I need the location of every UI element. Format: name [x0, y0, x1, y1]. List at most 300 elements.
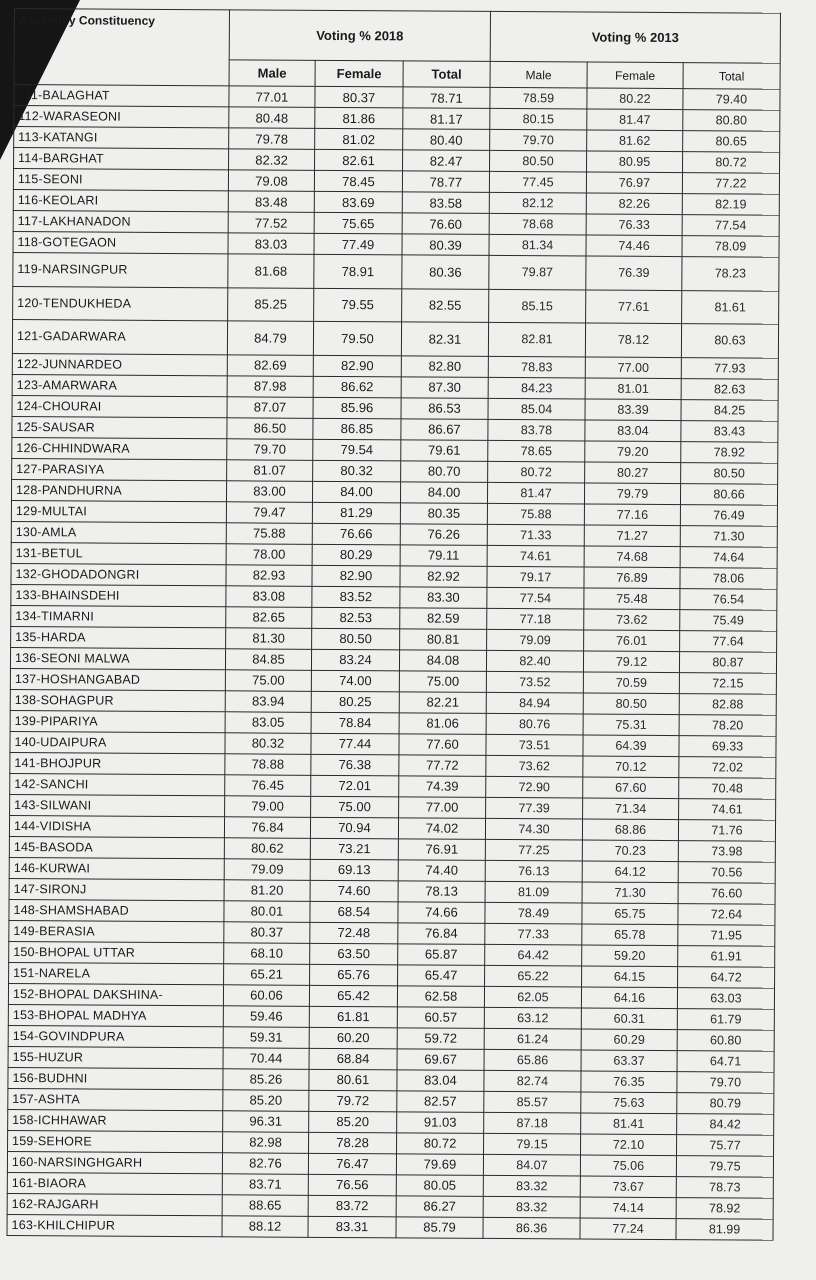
total-2013-cell: 74.64: [680, 546, 777, 568]
female-2018-cell: 80.37: [315, 86, 403, 108]
male-2013-cell: 82.81: [488, 322, 585, 356]
constituency-name-cell: 152-BHOPAL DAKSHINA-: [8, 983, 223, 1005]
total-2013-cell: 73.98: [678, 840, 775, 862]
male-2013-cell: 85.57: [484, 1091, 581, 1113]
female-2013-cell: 65.78: [582, 923, 678, 945]
total-2018-cell: 82.21: [399, 691, 486, 713]
female-2013-cell: 76.35: [581, 1070, 677, 1092]
constituency-name-cell: 149-BERASIA: [9, 920, 224, 942]
male-2018-cell: 84.85: [225, 648, 311, 670]
voting-table-page: [6, 8, 780, 1271]
constituency-name-cell: 117-LAKHANADON: [13, 210, 228, 232]
female-2013-cell: 81.01: [585, 377, 681, 399]
constituency-name-cell: 119-NARSINGPUR: [13, 252, 228, 287]
female-2013-cell: 75.48: [584, 587, 680, 609]
female-2013-cell: 74.14: [580, 1196, 676, 1218]
voting-percentage-table: [7, 8, 781, 1240]
total-2018-cell: 78.71: [403, 87, 490, 109]
female-2018-cell: 79.55: [314, 288, 402, 322]
female-2018-cell: 85.20: [309, 1111, 397, 1133]
constituency-name-cell: 151-NARELA: [9, 962, 224, 984]
male-2013-cell: 85.04: [488, 398, 585, 420]
female-2013-cell: 81.62: [587, 130, 683, 152]
constituency-name-cell: 155-HUZUR: [8, 1046, 223, 1068]
female-2018-cell: 65.76: [310, 964, 398, 986]
table-body: [7, 85, 780, 1240]
female-2013-cell: 80.22: [587, 88, 683, 110]
total-2018-cell: 80.39: [402, 234, 489, 256]
male-2013-cell: 79.17: [487, 566, 584, 588]
total-2018-cell: 85.79: [396, 1216, 483, 1238]
total-2018-cell: 80.35: [400, 502, 487, 524]
female-2018-cell: 76.47: [308, 1153, 396, 1175]
male-2013-cell: 77.25: [485, 839, 582, 861]
female-2018-cell: 83.31: [308, 1216, 396, 1238]
male-2018-cell: 96.31: [223, 1110, 309, 1132]
constituency-name-cell: 133-BHAINSDEHI: [11, 584, 226, 606]
male-2018-cell: 78.88: [225, 753, 311, 775]
total-2013-cell: 80.66: [680, 483, 777, 505]
total-2018-cell: 65.87: [398, 943, 485, 965]
female-2018-cell: 82.90: [313, 355, 401, 377]
total-2013-cell: 75.49: [680, 609, 777, 631]
total-2013-cell: 80.87: [679, 651, 776, 673]
female-2013-header: Female: [587, 62, 683, 89]
male-2013-cell: 73.51: [486, 734, 583, 756]
female-2013-cell: 77.24: [580, 1217, 676, 1239]
male-2018-cell: 77.01: [229, 86, 315, 108]
total-2018-cell: 77.00: [399, 796, 486, 818]
constituency-name-cell: 154-GOVINDPURA: [8, 1025, 223, 1047]
female-2018-cell: 81.29: [312, 502, 400, 524]
total-2013-cell: 78.23: [682, 257, 779, 291]
total-2013-cell: 71.30: [680, 525, 777, 547]
male-2013-cell: 77.39: [486, 797, 583, 819]
female-2018-cell: 68.84: [309, 1048, 397, 1070]
total-2013-cell: 64.71: [677, 1050, 774, 1072]
female-2018-cell: 79.50: [313, 321, 401, 355]
total-2018-cell: 86.67: [401, 418, 488, 440]
male-2013-cell: 78.59: [490, 87, 587, 109]
male-2013-cell: 71.33: [487, 524, 584, 546]
total-2013-cell: 80.65: [683, 131, 780, 153]
female-2018-cell: 75.65: [314, 212, 402, 234]
total-2013-cell: 78.06: [680, 567, 777, 589]
constituency-name-cell: 163-KHILCHIPUR: [7, 1214, 222, 1236]
male-2018-cell: 83.94: [225, 690, 311, 712]
male-2013-cell: 80.15: [490, 108, 587, 130]
total-2018-cell: 80.36: [402, 255, 489, 289]
female-2013-cell: 64.15: [582, 965, 678, 987]
male-2013-cell: 82.12: [489, 192, 586, 214]
female-2018-cell: 72.01: [311, 775, 399, 797]
constituency-name-cell: 126-CHHINDWARA: [12, 437, 227, 459]
total-2018-cell: 74.66: [398, 901, 485, 923]
total-2018-cell: 76.91: [398, 838, 485, 860]
male-2018-cell: 80.01: [224, 900, 310, 922]
total-2013-cell: 78.92: [676, 1197, 773, 1219]
total-2018-cell: 77.72: [399, 754, 486, 776]
constituency-name-cell: 111-BALAGHAT: [14, 85, 229, 107]
female-2013-cell: 63.37: [581, 1049, 677, 1071]
total-2018-cell: 83.04: [397, 1069, 484, 1091]
male-2018-cell: 83.05: [225, 711, 311, 733]
male-2013-cell: 65.86: [484, 1049, 581, 1071]
total-2013-cell: 74.61: [679, 798, 776, 820]
male-2018-cell: 82.32: [229, 149, 315, 171]
female-2013-cell: 75.31: [583, 713, 679, 735]
total-2013-cell: 70.56: [678, 861, 775, 883]
total-2013-cell: 80.63: [681, 324, 778, 358]
female-2013-cell: 76.97: [586, 172, 682, 194]
female-2018-cell: 82.61: [315, 149, 403, 171]
male-2013-cell: 84.07: [483, 1154, 580, 1176]
constituency-name-cell: 130-AMLA: [11, 521, 226, 543]
female-2013-cell: 70.59: [583, 671, 679, 693]
male-2018-cell: 85.25: [228, 287, 314, 321]
total-2013-cell: 69.33: [679, 735, 776, 757]
female-2013-cell: 74.46: [586, 235, 682, 257]
total-2018-cell: 83.58: [402, 192, 489, 214]
constituency-name-cell: 122-JUNNARDEO: [12, 353, 227, 375]
table-row: [13, 286, 779, 324]
female-2013-cell: 76.33: [586, 214, 682, 236]
male-2018-cell: 80.32: [225, 732, 311, 754]
constituency-name-cell: 160-NARSINGHGARH: [7, 1151, 222, 1173]
male-2018-cell: 81.07: [227, 459, 313, 481]
female-2018-cell: 85.96: [313, 397, 401, 419]
constituency-name-cell: 157-ASHTA: [8, 1088, 223, 1110]
constituency-name-cell: 114-BARGHAT: [14, 148, 229, 170]
female-2013-cell: 70.23: [582, 839, 678, 861]
female-2013-cell: 81.41: [581, 1112, 677, 1134]
voting-2018-header: Voting % 2018: [229, 10, 490, 62]
total-2018-cell: 78.13: [398, 880, 485, 902]
female-2018-cell: 83.72: [308, 1195, 396, 1217]
female-2013-cell: 73.67: [580, 1175, 676, 1197]
male-2013-cell: 87.18: [484, 1112, 581, 1134]
total-2013-cell: 80.80: [683, 110, 780, 132]
male-2018-cell: 83.00: [226, 480, 312, 502]
total-2013-cell: 79.40: [683, 89, 780, 111]
female-2013-cell: 79.79: [584, 482, 680, 504]
constituency-name-cell: 145-BASODA: [9, 836, 224, 858]
constituency-name-cell: 141-BHOJPUR: [10, 752, 225, 774]
female-2013-cell: 71.34: [583, 797, 679, 819]
female-2018-cell: 86.62: [313, 376, 401, 398]
female-2013-cell: 78.12: [585, 323, 681, 357]
male-2013-cell: 77.45: [489, 171, 586, 193]
female-2018-cell: 80.61: [309, 1069, 397, 1091]
male-2018-cell: 77.52: [228, 212, 314, 234]
female-2018-cell: 83.69: [314, 191, 402, 213]
total-2018-cell: 76.84: [398, 922, 485, 944]
total-2013-cell: 71.95: [678, 924, 775, 946]
female-2013-cell: 60.31: [581, 1007, 677, 1029]
male-2018-cell: 81.68: [228, 254, 314, 288]
male-2013-cell: 62.05: [484, 986, 581, 1008]
male-2013-cell: 86.36: [483, 1217, 580, 1239]
male-2013-cell: 84.94: [486, 692, 583, 714]
male-2018-cell: 59.31: [223, 1026, 309, 1048]
male-2013-cell: 74.30: [485, 818, 582, 840]
female-2018-cell: 81.86: [315, 107, 403, 129]
female-2018-cell: 80.32: [313, 460, 401, 482]
female-2018-cell: 69.13: [310, 859, 398, 881]
male-2018-cell: 79.09: [224, 858, 310, 880]
total-2018-cell: 74.39: [399, 775, 486, 797]
male-2013-header: Male: [490, 61, 587, 88]
female-2018-cell: 82.90: [312, 565, 400, 587]
male-2018-cell: 79.08: [228, 170, 314, 192]
constituency-name-cell: 158-ICHHAWAR: [8, 1109, 223, 1131]
female-2013-cell: 76.39: [586, 256, 682, 290]
male-2018-cell: 88.65: [222, 1194, 308, 1216]
table-row: [13, 252, 779, 290]
total-2013-header: Total: [683, 63, 780, 90]
female-2013-cell: 75.63: [581, 1091, 677, 1113]
total-2013-cell: 83.43: [681, 420, 778, 442]
voting-2013-header: Voting % 2013: [490, 11, 780, 63]
total-2018-cell: 79.69: [396, 1153, 483, 1175]
female-2018-cell: 76.56: [308, 1174, 396, 1196]
constituency-name-cell: 123-AMARWARA: [12, 374, 227, 396]
total-2018-cell: 82.59: [400, 607, 487, 629]
female-2018-cell: 80.29: [312, 544, 400, 566]
female-2018-cell: 81.02: [315, 128, 403, 150]
male-2018-cell: 85.26: [223, 1068, 309, 1090]
total-2018-cell: 80.70: [401, 460, 488, 482]
male-2018-cell: 65.21: [224, 963, 310, 985]
total-2013-cell: 64.72: [678, 966, 775, 988]
male-2013-cell: 78.65: [488, 440, 585, 462]
table-row: [7, 1214, 773, 1240]
male-2018-cell: 60.06: [223, 984, 309, 1006]
male-2018-cell: 79.47: [226, 501, 312, 523]
female-2018-cell: 74.00: [311, 670, 399, 692]
total-2013-cell: 80.79: [677, 1092, 774, 1114]
female-2013-cell: 76.89: [584, 566, 680, 588]
male-2018-cell: 82.69: [227, 354, 313, 376]
female-2013-cell: 83.39: [585, 398, 681, 420]
female-2018-cell: 78.91: [314, 254, 402, 288]
total-2013-cell: 61.79: [677, 1008, 774, 1030]
constituency-name-cell: 116-KEOLARI: [13, 189, 228, 211]
total-2018-cell: 82.31: [401, 322, 488, 356]
male-2013-cell: 61.24: [484, 1028, 581, 1050]
female-2018-cell: 72.48: [310, 922, 398, 944]
total-2013-cell: 76.54: [680, 588, 777, 610]
male-2013-cell: 85.15: [489, 289, 586, 323]
female-2013-cell: 77.00: [585, 356, 681, 378]
female-2018-cell: 86.85: [313, 418, 401, 440]
constituency-name-cell: 127-PARASIYA: [12, 458, 227, 480]
constituency-name-cell: 140-UDAIPURA: [10, 731, 225, 753]
female-2013-cell: 65.75: [582, 902, 678, 924]
total-2018-cell: 82.92: [400, 565, 487, 587]
female-2018-cell: 75.00: [311, 796, 399, 818]
total-2018-cell: 86.53: [401, 397, 488, 419]
female-2018-cell: 77.44: [311, 733, 399, 755]
male-2018-cell: 68.10: [224, 942, 310, 964]
male-2013-cell: 78.49: [485, 902, 582, 924]
total-2013-cell: 61.91: [678, 945, 775, 967]
female-2018-cell: 70.94: [310, 817, 398, 839]
total-2013-cell: 71.76: [678, 819, 775, 841]
male-2013-cell: 80.72: [488, 461, 585, 483]
female-2018-cell: 61.81: [309, 1006, 397, 1028]
male-2013-cell: 81.47: [487, 482, 584, 504]
total-2018-cell: 91.03: [397, 1111, 484, 1133]
female-2013-cell: 82.26: [586, 193, 682, 215]
total-2018-cell: 87.30: [401, 376, 488, 398]
constituency-name-cell: 129-MULTAI: [11, 500, 226, 522]
total-2018-cell: 78.77: [402, 171, 489, 193]
male-2013-cell: 78.83: [488, 356, 585, 378]
constituency-name-cell: 121-GADARWARA: [12, 319, 227, 354]
female-2018-cell: 76.38: [311, 754, 399, 776]
female-2018-cell: 80.25: [311, 691, 399, 713]
male-2018-cell: 70.44: [223, 1047, 309, 1069]
female-2013-cell: 64.12: [582, 860, 678, 882]
total-2013-cell: 77.22: [682, 173, 779, 195]
male-2018-cell: 82.76: [222, 1152, 308, 1174]
female-2018-cell: 78.84: [311, 712, 399, 734]
male-2018-cell: 82.93: [226, 564, 312, 586]
male-2013-cell: 78.68: [489, 213, 586, 235]
female-2013-cell: 79.20: [585, 440, 681, 462]
total-2018-cell: 60.57: [397, 1006, 484, 1028]
male-2018-cell: 79.78: [229, 128, 315, 150]
total-2013-cell: 77.64: [680, 630, 777, 652]
total-2013-cell: 78.73: [676, 1176, 773, 1198]
total-2013-cell: 84.42: [677, 1113, 774, 1135]
male-2018-cell: 82.65: [226, 606, 312, 628]
total-2013-cell: 82.19: [682, 194, 779, 216]
female-2013-cell: 80.95: [587, 151, 683, 173]
constituency-name-cell: 148-SHAMSHABAD: [9, 899, 224, 921]
male-2013-cell: 72.90: [486, 776, 583, 798]
male-2013-cell: 73.52: [486, 671, 583, 693]
total-2013-cell: 60.80: [677, 1029, 774, 1051]
total-2013-cell: 82.88: [679, 693, 776, 715]
female-2018-cell: 80.50: [312, 628, 400, 650]
female-2013-cell: 71.30: [582, 881, 678, 903]
male-2013-cell: 83.78: [488, 419, 585, 441]
female-2018-cell: 74.60: [310, 880, 398, 902]
male-2013-cell: 84.23: [488, 377, 585, 399]
male-2013-cell: 77.54: [487, 587, 584, 609]
male-2013-cell: 80.50: [490, 150, 587, 172]
female-2018-cell: 68.54: [310, 901, 398, 923]
constituency-name-cell: 131-BETUL: [11, 542, 226, 564]
total-2018-cell: 76.26: [400, 523, 487, 545]
male-2018-cell: 81.20: [224, 879, 310, 901]
constituency-name-cell: 128-PANDHURNA: [11, 479, 226, 501]
total-2018-header: Total: [403, 61, 490, 88]
constituency-header: Assembly Constituency: [14, 9, 229, 86]
male-2018-cell: 87.98: [227, 375, 313, 397]
constituency-name-cell: 161-BIAORA: [7, 1172, 222, 1194]
total-2013-cell: 76.49: [680, 504, 777, 526]
total-2018-cell: 80.72: [397, 1132, 484, 1154]
total-2018-cell: 80.81: [400, 628, 487, 650]
female-2013-cell: 77.16: [584, 503, 680, 525]
constituency-name-cell: 132-GHODADONGRI: [11, 563, 226, 585]
male-2018-cell: 75.00: [225, 669, 311, 691]
total-2018-cell: 81.06: [399, 712, 486, 734]
total-2018-cell: 80.40: [403, 129, 490, 151]
male-2013-cell: 76.13: [485, 860, 582, 882]
female-2013-cell: 74.68: [584, 545, 680, 567]
total-2013-cell: 77.93: [681, 357, 778, 379]
total-2018-cell: 80.05: [396, 1174, 483, 1196]
female-2018-cell: 76.66: [312, 523, 400, 545]
constituency-name-cell: 143-SILWANI: [10, 794, 225, 816]
female-2013-cell: 77.61: [586, 289, 682, 323]
female-2013-cell: 76.01: [584, 629, 680, 651]
male-2018-cell: 84.79: [227, 321, 313, 355]
female-2013-cell: 83.04: [585, 419, 681, 441]
female-2018-cell: 77.49: [314, 233, 402, 255]
male-2013-cell: 64.42: [485, 944, 582, 966]
total-2013-cell: 80.72: [683, 152, 780, 174]
total-2018-cell: 81.17: [403, 108, 490, 130]
male-2018-cell: 86.50: [227, 417, 313, 439]
female-2018-cell: 84.00: [312, 481, 400, 503]
total-2013-cell: 72.15: [679, 672, 776, 694]
table-row: [12, 319, 778, 357]
female-2013-cell: 75.06: [580, 1154, 676, 1176]
male-2013-cell: 74.61: [487, 545, 584, 567]
total-2013-cell: 70.48: [679, 777, 776, 799]
male-2013-cell: 77.33: [485, 923, 582, 945]
constituency-name-cell: 150-BHOPAL UTTAR: [9, 941, 224, 963]
male-2018-cell: 87.07: [227, 396, 313, 418]
total-2018-cell: 83.30: [400, 586, 487, 608]
female-2018-cell: 73.21: [310, 838, 398, 860]
male-2018-cell: 76.84: [224, 816, 310, 838]
total-2018-cell: 77.60: [399, 733, 486, 755]
male-2018-cell: 81.30: [226, 627, 312, 649]
total-2013-cell: 75.77: [677, 1134, 774, 1156]
female-2018-cell: 78.28: [309, 1132, 397, 1154]
male-2013-cell: 77.18: [487, 608, 584, 630]
female-2013-cell: 80.27: [585, 461, 681, 483]
total-2018-cell: 82.55: [402, 288, 489, 322]
total-2018-cell: 82.80: [401, 355, 488, 377]
constituency-name-cell: 135-HARDA: [11, 626, 226, 648]
male-2018-cell: 83.03: [228, 233, 314, 255]
female-2013-cell: 79.12: [583, 650, 679, 672]
female-2018-cell: 65.42: [309, 985, 397, 1007]
total-2013-cell: 80.50: [681, 462, 778, 484]
constituency-name-cell: 146-KURWAI: [9, 857, 224, 879]
female-2018-cell: 82.53: [312, 607, 400, 629]
male-2013-cell: 73.62: [486, 755, 583, 777]
male-2018-cell: 83.71: [222, 1173, 308, 1195]
total-2018-cell: 82.57: [397, 1090, 484, 1112]
male-2013-cell: 80.76: [486, 713, 583, 735]
constituency-name-cell: 124-CHOURAI: [12, 395, 227, 417]
male-2018-cell: 88.12: [222, 1215, 308, 1237]
total-2013-cell: 72.64: [678, 903, 775, 925]
male-2013-cell: 75.88: [487, 503, 584, 525]
male-2013-cell: 79.15: [484, 1133, 581, 1155]
female-2018-header: Female: [315, 60, 403, 87]
constituency-name-cell: 147-SIRONJ: [9, 878, 224, 900]
total-2018-cell: 84.00: [400, 481, 487, 503]
